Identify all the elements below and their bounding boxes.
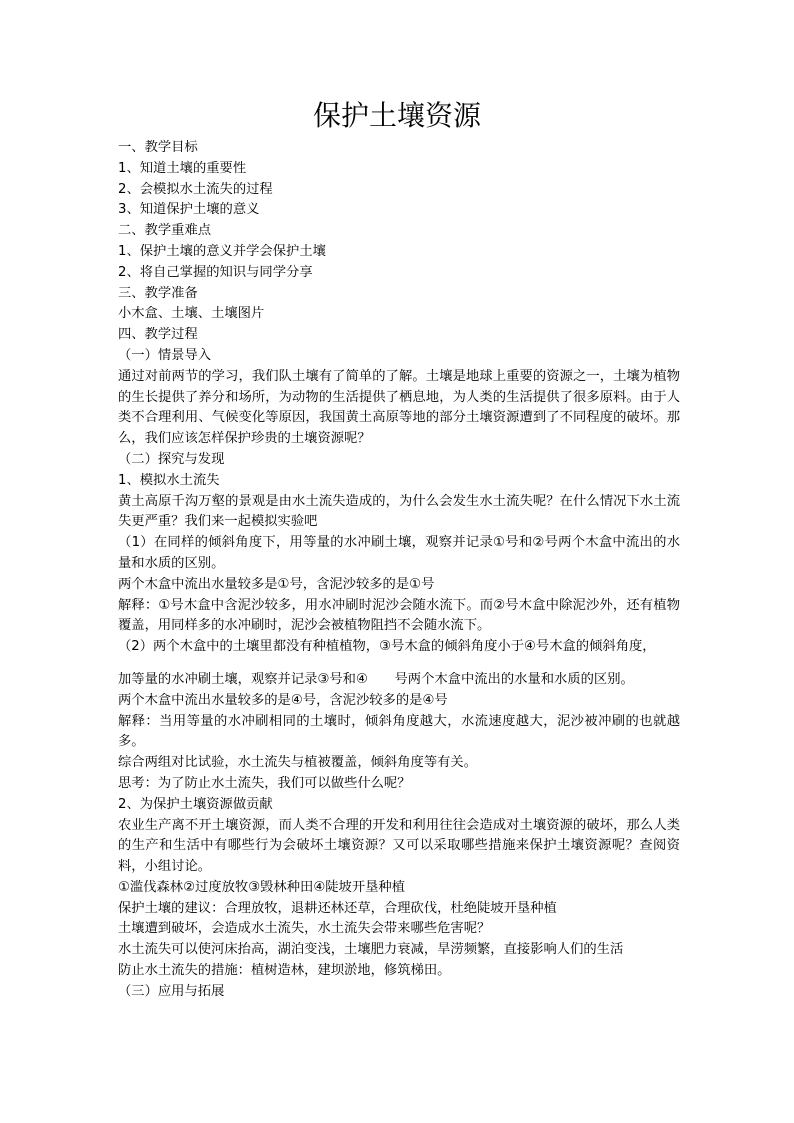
goal-item: 3、知道保护土壤的意义 [118,202,260,218]
paragraph: 两个木盒中流出水量较多是①号，含泥沙较多的是①号 [118,576,435,592]
document-title: 保护土壤资源 [312,99,481,132]
paragraph: 保护土壤的建议：合理放牧，退耕还林还草，合理砍伐，杜绝陡坡开垦种植 [118,900,557,916]
paragraph: （1）在同样的倾斜角度下，用等量的水冲刷土壤，观察并记录①号和②号两个木盒中流出的水量和水质的区别。 [118,535,680,571]
item-heading: 2、为保护土壤资源做贡献 [118,796,273,812]
paragraph: 土壤遭到破坏，会造成水土流失，水土流失会带来哪些危害呢？ [118,921,491,937]
paragraph: 思考：为了防止水土流失，我们可以做些什么呢？ [118,775,411,791]
paragraph: （2）两个木盒中的土壤里都没有种植植物，③号木盒的倾斜角度小于④号木盒的倾斜角度， [118,639,656,655]
paragraph: 解释：当用等量的水冲刷相同的土壤时，倾斜角度越大，水流速度越大，泥沙被冲刷的也就越多。 [118,713,680,750]
paragraph: ①滥伐森林②过度放牧③毁林种田④陡坡开垦种植 [118,879,406,895]
section-heading-preparation: 三、教学准备 [118,285,198,301]
paragraph: 两个木盒中流出水量较多的是④号，含泥沙较多的是④号 [118,692,448,708]
paragraph: 黄土高原千沟万壑的景观是由水土流失造成的，为什么会发生水土流失呢？在什么情况下水土流失更严重？我们来一起模拟实验吧 [118,493,680,530]
paragraph: 加等量的水冲刷土壤，观察并记录③号和④ 号两个木盒中流出的水量和水质的区别。 [118,671,634,687]
section-heading-process: 四、教学过程 [118,327,198,343]
section-heading-key-points: 二、教学重难点 [118,223,212,239]
section-heading-goals: 一、教学目标 [118,140,198,155]
subsection-heading: （二）探究与发现 [118,451,225,467]
subsection-heading: （三）应用与拓展 [118,983,225,999]
paragraph: 解释：①号木盒中含泥沙较多，用水冲刷时泥沙会随水流下。而②号木盒中除泥沙外，还有植物覆盖，用同样多的水冲刷时，泥沙会被植物阻挡不会随水流下。 [118,597,680,634]
preparation-text: 小木盒、土壤、土壤图片 [118,306,265,322]
item-heading: 1、模拟水土流失 [118,472,220,488]
paragraph: 农业生产离不开土壤资源，而人类不合理的开发和利用往往会造成对土壤资源的破坏，那么人类的生产和生活中有哪些行为会破坏土壤资源？又可以采取哪些措施来保护土壤资源呢？查阅资料，小组讨论。 [118,817,680,875]
key-point-item: 2、将自己掌握的知识与同学分享 [118,264,313,280]
subsection-heading: （一）情景导入 [118,347,212,363]
paragraph: 水土流失可以使河床抬高，湖泊变浅，土壤肥力衰减，旱涝频繁，直接影响人们的生活 [118,942,624,958]
paragraph: 综合两组对比试验，水土流失与植被覆盖，倾斜角度等有关。 [118,755,478,771]
key-point-item: 1、保护土壤的意义并学会保护土壤 [118,243,326,259]
goal-item: 2、会模拟水土流失的过程 [118,181,273,197]
document-body [118,138,680,1003]
goal-item: 1、知道土壤的重要性 [118,160,247,176]
paragraph: 通过对前两节的学习，我们队土壤有了简单的了解。土壤是地球上重要的资源之一，土壤为植物的生长提供了养分和场所，为动物的生活提供了栖息地，为人类的生活提供了很多原料。由于人类不合理利用、气候变化等原因，我国黄土高原等地的部分土壤资源遭到了不同程度的破坏。那么，我们应该怎样保护珍贵的土壤资源呢？ [118,368,680,447]
paragraph: 防止水土流失的措施：植树造林，建坝淤地，修筑梯田。 [118,963,451,979]
